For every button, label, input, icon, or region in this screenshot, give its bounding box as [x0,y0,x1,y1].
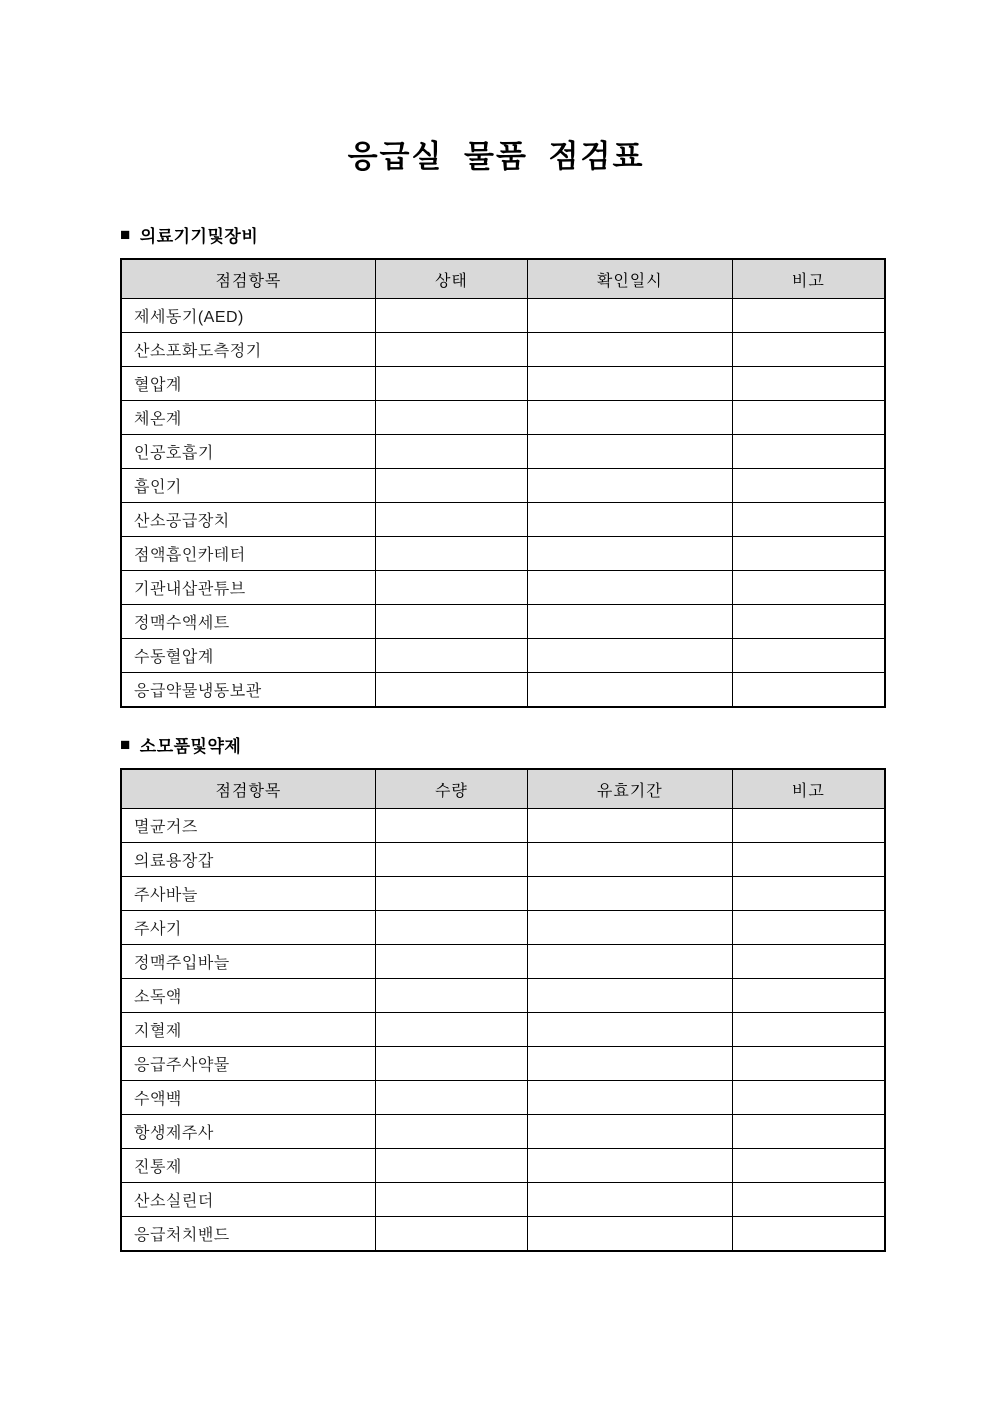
remarks-cell [732,1013,885,1047]
item-cell: 응급처치밴드 [121,1217,375,1252]
table-row [121,1183,885,1217]
status-cell [375,333,527,367]
quantity-cell [375,1183,527,1217]
table-row [121,809,885,843]
column-header-status: 상태 [375,259,527,299]
item-cell: 제세동기(AED) [121,299,375,333]
quantity-cell [375,911,527,945]
item-cell: 수액백 [121,1081,375,1115]
section-consumables [120,732,886,1252]
table-header-row [121,259,885,299]
column-header-remarks: 비고 [732,259,885,299]
item-cell: 진통제 [121,1149,375,1183]
table-row [121,537,885,571]
quantity-cell [375,1081,527,1115]
remarks-cell [732,333,885,367]
section-heading-label: 소모품및약제 [139,737,242,756]
column-header-expiry: 유효기간 [527,769,732,809]
check-date-cell [527,605,732,639]
table-row [121,503,885,537]
check-date-cell [527,299,732,333]
item-cell: 기관내삽관튜브 [121,571,375,605]
check-date-cell [527,401,732,435]
section-heading-label: 의료기기및장비 [139,227,259,246]
table-header-row [121,769,885,809]
table-row [121,571,885,605]
item-cell: 멸균거즈 [121,809,375,843]
remarks-cell [732,945,885,979]
document-title: 응급실 물품 점검표 [347,139,645,174]
quantity-cell [375,1047,527,1081]
quantity-cell [375,1115,527,1149]
remarks-cell [732,367,885,401]
check-date-cell [527,639,732,673]
remarks-cell [732,605,885,639]
table-row [121,945,885,979]
status-cell [375,367,527,401]
item-cell: 산소공급장치 [121,503,375,537]
expiry-cell [527,1149,732,1183]
status-cell [375,503,527,537]
remarks-cell [732,979,885,1013]
item-cell: 혈압계 [121,367,375,401]
item-cell: 소독액 [121,979,375,1013]
remarks-cell [732,299,885,333]
table-row [121,1081,885,1115]
remarks-cell [732,673,885,708]
item-cell: 인공호흡기 [121,435,375,469]
remarks-cell [732,435,885,469]
table-row [121,639,885,673]
remarks-cell [732,1217,885,1252]
table-row [121,367,885,401]
expiry-cell [527,1013,732,1047]
remarks-cell [732,877,885,911]
table-row [121,843,885,877]
item-cell: 산소실린더 [121,1183,375,1217]
check-date-cell [527,673,732,708]
remarks-cell [732,911,885,945]
quantity-cell [375,979,527,1013]
expiry-cell [527,1183,732,1217]
table-row [121,605,885,639]
status-cell [375,469,527,503]
square-bullet-icon: ■ [120,735,131,754]
table-row [121,877,885,911]
item-cell: 점액흡인카테터 [121,537,375,571]
section-medical-equipment [120,222,886,708]
table-row [121,1013,885,1047]
quantity-cell [375,877,527,911]
table-row [121,299,885,333]
remarks-cell [732,1183,885,1217]
table-row [121,333,885,367]
item-cell: 주사바늘 [121,877,375,911]
column-header-check-date: 확인일시 [527,259,732,299]
remarks-cell [732,401,885,435]
column-header-item: 점검항목 [121,769,375,809]
status-cell [375,673,527,708]
expiry-cell [527,911,732,945]
item-cell: 수동혈압계 [121,639,375,673]
item-cell: 흡인기 [121,469,375,503]
quantity-cell [375,1217,527,1252]
status-cell [375,299,527,333]
section-heading [120,222,886,247]
item-cell: 응급약물냉동보관 [121,673,375,708]
check-date-cell [527,435,732,469]
remarks-cell [732,537,885,571]
remarks-cell [732,1149,885,1183]
table-row [121,911,885,945]
quantity-cell [375,843,527,877]
table-row [121,435,885,469]
consumables-checklist-table [120,768,886,1252]
table-row [121,1149,885,1183]
table-row [121,673,885,708]
item-cell: 응급주사약물 [121,1047,375,1081]
remarks-cell [732,1047,885,1081]
item-cell: 체온계 [121,401,375,435]
square-bullet-icon: ■ [120,225,131,244]
table-row [121,1047,885,1081]
check-date-cell [527,503,732,537]
remarks-cell [732,843,885,877]
expiry-cell [527,809,732,843]
status-cell [375,537,527,571]
item-cell: 정맥주입바늘 [121,945,375,979]
expiry-cell [527,843,732,877]
table-row [121,1115,885,1149]
remarks-cell [732,1115,885,1149]
remarks-cell [732,1081,885,1115]
item-cell: 정맥수액세트 [121,605,375,639]
section-heading [120,732,886,757]
remarks-cell [732,469,885,503]
quantity-cell [375,1013,527,1047]
check-date-cell [527,367,732,401]
expiry-cell [527,1081,732,1115]
item-cell: 항생제주사 [121,1115,375,1149]
equipment-checklist-table [120,258,886,708]
table-row [121,469,885,503]
table-row [121,1217,885,1252]
expiry-cell [527,1217,732,1252]
status-cell [375,605,527,639]
check-date-cell [527,333,732,367]
check-date-cell [527,571,732,605]
expiry-cell [527,1115,732,1149]
item-cell: 지혈제 [121,1013,375,1047]
table-row [121,979,885,1013]
table-row [121,401,885,435]
remarks-cell [732,639,885,673]
item-cell: 주사기 [121,911,375,945]
expiry-cell [527,877,732,911]
status-cell [375,639,527,673]
column-header-item: 점검항목 [121,259,375,299]
quantity-cell [375,945,527,979]
check-date-cell [527,469,732,503]
remarks-cell [732,571,885,605]
item-cell: 의료용장갑 [121,843,375,877]
quantity-cell [375,809,527,843]
check-date-cell [527,537,732,571]
remarks-cell [732,503,885,537]
column-header-remarks: 비고 [732,769,885,809]
expiry-cell [527,945,732,979]
expiry-cell [527,979,732,1013]
expiry-cell [527,1047,732,1081]
status-cell [375,435,527,469]
column-header-quantity: 수량 [375,769,527,809]
quantity-cell [375,1149,527,1183]
status-cell [375,401,527,435]
remarks-cell [732,809,885,843]
item-cell: 산소포화도측정기 [121,333,375,367]
status-cell [375,571,527,605]
